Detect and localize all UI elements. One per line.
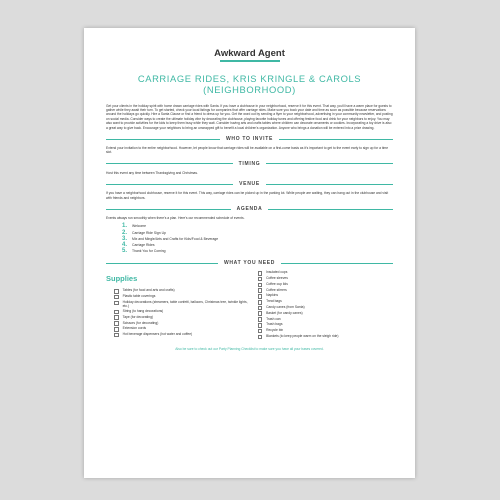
section-label: WHAT YOU NEED — [223, 260, 276, 267]
supply-item — [250, 334, 394, 339]
checkbox-icon — [114, 295, 119, 300]
checkbox-icon — [258, 288, 263, 293]
divider-line — [106, 263, 218, 264]
agenda-list — [122, 223, 393, 254]
supply-text: Insulated cups — [266, 270, 288, 275]
supply-item — [106, 309, 250, 314]
supply-text: Trash bags — [266, 322, 283, 327]
supply-item — [250, 282, 394, 287]
supply-item — [250, 288, 394, 293]
divider-line — [106, 184, 233, 185]
timing-paragraph: Host this event any time between Thanksgiving and Christmas. — [106, 170, 198, 175]
venue-paragraph: If you have a neighborhood clubhouse, reserve it for this event. This way, carriage rides can be picked up in the parking lot. While people are waiting, they can hang out in the clubhouse and visit with friends and neighbors. — [106, 191, 389, 200]
agenda-number: 5. — [122, 248, 128, 255]
divider-line — [106, 209, 231, 210]
checkbox-icon — [258, 306, 263, 311]
supply-item — [106, 315, 250, 320]
section-label: VENUE — [239, 181, 260, 188]
checkbox-icon — [114, 301, 119, 306]
section-header-timing — [106, 161, 393, 167]
supply-item — [106, 332, 250, 337]
supply-text: Napkins — [266, 293, 279, 298]
section-label: TIMING — [238, 160, 261, 167]
checkbox-icon — [258, 300, 263, 305]
supply-text: Scissors (for decorating) — [122, 320, 159, 325]
supply-text: String (to hang decorations) — [122, 308, 164, 313]
supply-text: Holiday decorations (streamers, table confetti, balloons, Christmas tree, twinkle lights, etc.) — [122, 299, 248, 309]
divider-line — [106, 163, 233, 164]
supply-text: Coffee stirrers — [266, 287, 287, 292]
agenda-item — [122, 248, 393, 254]
section-header-need — [106, 260, 393, 266]
agenda-text: Welcome — [132, 224, 147, 229]
divider-line — [266, 184, 393, 185]
supply-item — [106, 321, 250, 326]
supply-text: Recycle bin — [266, 328, 284, 333]
checkbox-icon — [114, 321, 119, 326]
supply-text: Tape (for decorating) — [122, 314, 154, 319]
supply-text: Tables (for food and arts and crafts) — [122, 288, 175, 293]
divider-line — [106, 139, 220, 140]
supply-item — [250, 305, 394, 310]
footer-note: Also be sure to check out our Party Planning Checklist to make sure you have all your bases covered. — [175, 346, 324, 351]
section-label: WHO TO INVITE — [225, 135, 274, 142]
section-label: AGENDA — [236, 205, 263, 212]
supply-text: Hot beverage dispensers (hot water and coffee) — [122, 332, 193, 337]
divider-line — [266, 163, 393, 164]
who-paragraph: Extend your invitation to the entire neighborhood. However, let people know that carriage rides will be available on a first-come basis as it's important to get to the event early to sign up for a time slot. — [106, 145, 389, 155]
supply-item — [250, 317, 394, 322]
supply-item — [250, 293, 394, 298]
supply-item — [106, 300, 250, 309]
supply-text: Coffee cup lids — [266, 281, 288, 286]
checkbox-icon — [114, 333, 119, 338]
supply-text: Candy canes (from Santa) — [266, 305, 305, 309]
checkbox-icon — [114, 289, 119, 294]
checkbox-icon — [258, 335, 263, 340]
supply-text: Plastic table coverings — [122, 294, 156, 299]
supplies-title: Supplies — [106, 274, 138, 284]
supplies-right-column — [250, 270, 394, 339]
supplies-columns — [106, 270, 393, 339]
divider-line — [279, 139, 393, 140]
supply-text: Trash can — [266, 316, 281, 321]
section-header-venue — [106, 181, 393, 187]
section-header-agenda — [106, 206, 393, 212]
supply-text: Treat bags — [266, 299, 282, 304]
agenda-text: Mix and Mingle/Arts and Crafts for Kids/Food & Beverage — [132, 236, 219, 241]
document-title: CARRIAGE RIDES, KRIS KRINGLE & CAROLS (NEIGHBORHOOD) — [137, 72, 362, 95]
supply-text: Blankets (to keep people warm on the sleigh ride) — [266, 333, 339, 338]
checkbox-icon — [258, 294, 263, 299]
checkbox-icon — [258, 317, 263, 322]
checkbox-icon — [258, 277, 263, 282]
checkbox-icon — [258, 323, 263, 328]
supply-item — [250, 276, 394, 281]
brand-logo: Awkward Agent — [214, 48, 285, 59]
supply-item — [250, 299, 394, 304]
checkbox-icon — [114, 315, 119, 320]
document-page — [84, 28, 415, 478]
checkbox-icon — [258, 311, 263, 316]
checkbox-icon — [114, 327, 119, 332]
agenda-text: Carriage Rides — [132, 243, 155, 248]
supply-item — [106, 326, 250, 331]
agenda-text: Carriage Ride Sign Up — [132, 230, 166, 235]
supply-item — [250, 322, 394, 327]
supply-item — [250, 270, 394, 275]
intro-paragraph: Get your clients in the holiday spirit with home drawn carriage rides with Santa. If you have a clubhouse in your neighborhood, reserve it for this event. That way, you'll have a warm place for guests to gather while they await their turn. To get started, check your local listings for companies that offer carriage rides. Make sure you book your date and time as soon as possible because reservations around the holidays go quickly. Hire a Santa Clause or find a friend to dress up for you. Get the word out by sending a flyer to your neighborhood, advertising in your community newsletter, and posting on social media. Consider ways to create the ultimate holiday vibe by decorating the clubhouse, playing favorite holiday tunes and offering festive food and drink for your neighbors to enjoy. You may also want to provide activities for the kids to keep them busy while they wait. Consider having arts and crafts tables where children can decorate ornaments or cookies. Incorporating a toy drive is also a great way to give back. Encourage your neighbors to bring an unwrapped gift to benefit a local children's organization. Anyone who brings a donation will be entered into a prize drawing. — [106, 103, 393, 130]
agenda-paragraph: Events always run smoothly when there's a plan. Here's our recommended schedule of events. — [106, 215, 245, 220]
agenda-text: Thank You for Coming — [132, 249, 166, 254]
agenda-number: 4. — [122, 242, 128, 249]
checkbox-icon — [258, 283, 263, 288]
divider-line — [268, 209, 393, 210]
agenda-number: 1. — [122, 223, 128, 230]
agenda-number: 3. — [122, 235, 128, 242]
divider-line — [281, 263, 393, 264]
checkbox-icon — [258, 271, 263, 276]
section-header-who — [106, 136, 393, 142]
supplies-left-column — [106, 270, 250, 339]
supply-item — [106, 288, 250, 293]
logo-underline — [220, 60, 280, 62]
supply-item — [250, 311, 394, 316]
supply-text: Basket (for candy canes) — [266, 310, 303, 315]
checkbox-icon — [114, 310, 119, 315]
supply-item — [250, 328, 394, 333]
supply-item — [106, 294, 250, 299]
supply-text: Extension cords — [122, 326, 147, 331]
supply-text: Coffee sleeves — [266, 276, 288, 281]
checkbox-icon — [258, 329, 263, 334]
agenda-number: 2. — [122, 229, 128, 236]
